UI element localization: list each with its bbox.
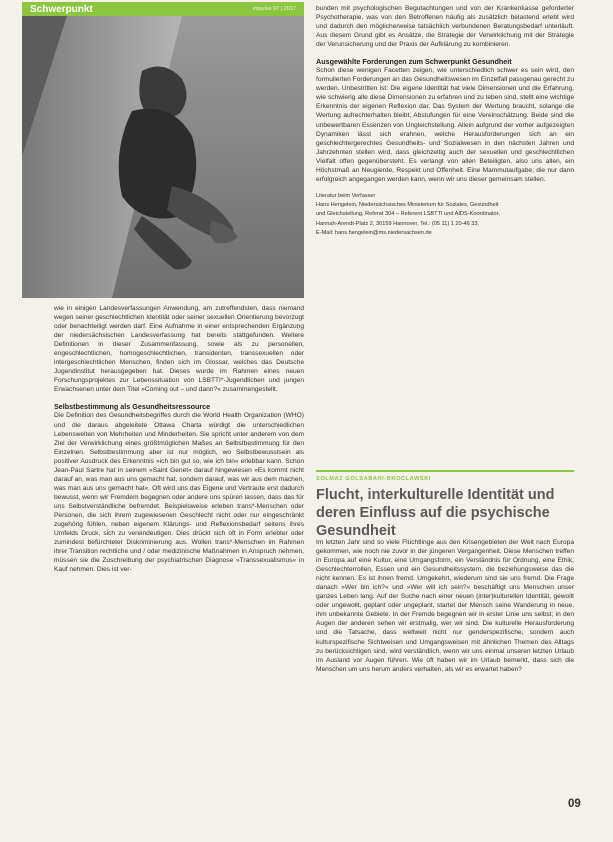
- issue-label: impulse 97 | 2017: [252, 6, 296, 12]
- section-paragraph-forderungen: Schon diese wenigen Facetten zeigen, wie unterschiedlich schwer es sein wird, den formulierten Forderungen an das Gesundheitswesen im Einzelfall passgenau gerecht zu werden. Unbestritten ist: Die eigene Identität hat viele Dimensionen und die Erfahrung, wie schwierig alle diese Dimensionen zu erfahren und zu leben sind, stellt eine wichtige Erkenntnis der eigenen Reflexion dar. Das System der Wertung braucht, solange die Wertung aufrechterhalten bleibt, Abstufungen für eine Vereinschätzung. Beide sind die unbewertbaren Essenzen von Ungleichstellung. Allein aufgrund der vorher aufgezeigten Dynamiken lässt sich erahnen, welche Herausforderungen sich an ein geschlechtergerechtes Gesundheits- und Sozialwesen in den nächsten Jahren und Jahrzehnten stellen wird, dass gleichzeitig auch der sexuellen und geschlechtlichen Vielfalt offen gegenübersteht. Es verlangt von allen Beteiligten, also uns allen, ein Höchstmaß an Neugierde, Respekt und Offenheit. Eine Mammutaufgabe, die nur dann erfolgreich angegangen werden kann, wenn wir uns dieser gemeinsam stellen.: [316, 67, 574, 183]
- section-paragraph-selbstbestimmung: Die Definition des Gesundheitsbegriffes durch die World Health Organization (WHO) und die daraus abgeleitete Ottawa Charta würdigt die unterschiedlichen Lebenswelten von Mehrheiten und Minderheiten. Sie spricht unter anderem von dem Ziel der Verwirklichung eines größtmöglichen Maßes an Selbstbestimmung für den Einzelnen. Selbstbestimmung aber ist nur möglich, wo Selbstbewusstsein als positiver Ausdruck des Erkenntnis »ich bin gut so, wie ich bin« erlebbar kann. Schon Jean-Paul Sartre hat in seinem »Saint Genet« darauf hingewiesen »Es kommt nicht darauf an, was man aus uns gemacht hat, sondern darauf, was wir aus dem machen, was man aus uns gemacht hat«. Oft wird uns das Eigene und Vertraute erst dadurch bewusst, wenn wir Fremdem begegnen oder andere uns spüren lassen, dass das für uns Selbstverständliche befremdet. Beispielsweise erleben trans*-Menschen oder Personen, die sich ihrem zugewiesenen Geschlecht nicht oder nur eingeschränkt zugehörig fühlen, neben eigenem Klärungs- und Reflexionsbedarf seitens ihres Umfelds Druck, sich zu vereindeutigen. Dies drückt sich oft in Form erlebter oder zumindest befürchteter Diskriminierung aus. Wollen trans*-Menschen im Rahmen ihrer Transition rechtliche und / oder medizinische Maßnahmen in Anspruch nehmen, müssen sie die Zuschreibung der psychiatrischen Diagnose »Transsexualismus« in Kauf nehmen. Dies ist ver-: [54, 412, 304, 574]
- author-info-block: [316, 192, 574, 238]
- photo-person-sitting-by-wall: [22, 16, 304, 298]
- right-column: [316, 4, 574, 238]
- info-line: Hans Hengelein, Niedersächsisches Ministerium für Soziales, Gesundheit: [316, 202, 499, 209]
- info-line: Hannah-Arendt-Platz 2, 30159 Hannover, Tel.: (05 11) 1 20-46 33,: [316, 220, 480, 227]
- page-number: 09: [568, 798, 581, 810]
- section-heading-selbstbestimmung: Selbstbestimmung als Gesundheitsressource: [54, 402, 211, 412]
- article-divider-rule: [316, 470, 574, 472]
- continuation-paragraph: bunden mit psychologischen Begutachtungen und von der Krankenkasse geforderter Psychotherapie, was von den Betroffenen häufig als zusätzlich belastend erlebt wird und dadurch den möglicherweise tatsächlich verbundenen Beratungsbedarf unterläuft. Aus diesem Grund gibt es Ansätze, die Strategie der Verwirklichung mit der Strategie der Verunsicherung und der Praxis der Aufklärung zu kombinieren.: [316, 5, 574, 49]
- info-email-line: E-Mail: hans.hengelein@ms.niedersachsen.de: [316, 230, 432, 237]
- section-header-band: [22, 2, 304, 16]
- article-body: [316, 538, 574, 674]
- intro-paragraph: wie in einigen Landesverfassungen Anwendung, am zutreffendsten, dass niemand wegen seiner geschlechtlichen Identität oder seiner sexuellen Orientierung bevorzugt oder benachteiligt werden darf. Eine Aufnahme in einer entsprechenden Ergänzung der niedersächsischen Landesverfassung hat bereits stattgefunden. Weitere Definitionen in dieser Zusammenfassung, sowie als zu personellen, engeschlechtlichen, homogeschlechtlichen, transidenten, transsexuellen oder intergeschlechtlichen Menschen, finden sich im Glossar, welches das Deutsche Jugendinstitut herausgegeben hat. Dieses wurde im Rahmen eines neuen Forschungsprojektes zur Lebenssituation von LSBTTI*-Jugendlichen und jungen Erwachsenen unter dem Titel »Coming out – und dann?« zusammengestellt.: [54, 305, 304, 394]
- article-headline: Flucht, interkulturelle Identität und deren Einfluss auf die psychische Gesundheit: [316, 487, 555, 539]
- left-column: [54, 304, 304, 574]
- article-paragraph: Im letzten Jahr sind so viele Flüchtlinge aus den Krisengebieten der Welt nach Europa gekommen, wie noch nie zuvor in der jüngeren Vergangenheit. Diese Menschen treffen in Europa auf eine Kultur, eine Umgangsform, ein Verständnis für Ordnung, eine Ethik, Geschlechterrollen, Essen und ein Gesundheitssystem, die beziehungsweise das die nicht kennen. Es ist ihnen fremd. Umgekehrt, wiederum sind sie uns fremd. Die Frage danach »Wer bin ich?« und »Wer will ich sein?« beschäftigt uns Menschen unser ganzes Leben lang. Auf der Suche nach einer neuen (inter)kulturellen Identität, gewollt oder ungewollt, geplant oder ungeplant, startet der Mensch seine Wanderung in neue, ihm unbekannte Gebiete. In der Fremde begegnen wir in erster Linie uns selbst; in den Augen der anderen sehen wir erstmalig, wer wir sind. Die kulturelle Herausforderung und die Tatsache, dass weltweit nicht nur genderspezifische, sondern auch kulturspezifische Sichtweisen und Umgangsweisen mit ähnlichen Themen des Alltags zu berücksichtigen sind, wird verständlich, wenn wir uns einmal unseren letzten Urlaub im Ausland vor Augen führen. Wie oft haben wir im Urlaub bemerkt, dass sich die Menschen um uns herum anders verhalten, als wir es erwartet haben?: [316, 539, 574, 673]
- section-label: Schwerpunkt: [30, 3, 93, 15]
- info-line: Literatur beim Verfasser: [316, 192, 376, 199]
- info-line: und Gleichstellung, Referat 304 – Referent LSBTTI und AIDS-Koordinator,: [316, 211, 500, 218]
- section-heading-forderungen: Ausgewählte Forderungen zum Schwerpunkt Gesundheit: [316, 57, 512, 67]
- author-kicker: SOLMAZ GOLSABAHI-BROCLAWSKI: [316, 476, 432, 482]
